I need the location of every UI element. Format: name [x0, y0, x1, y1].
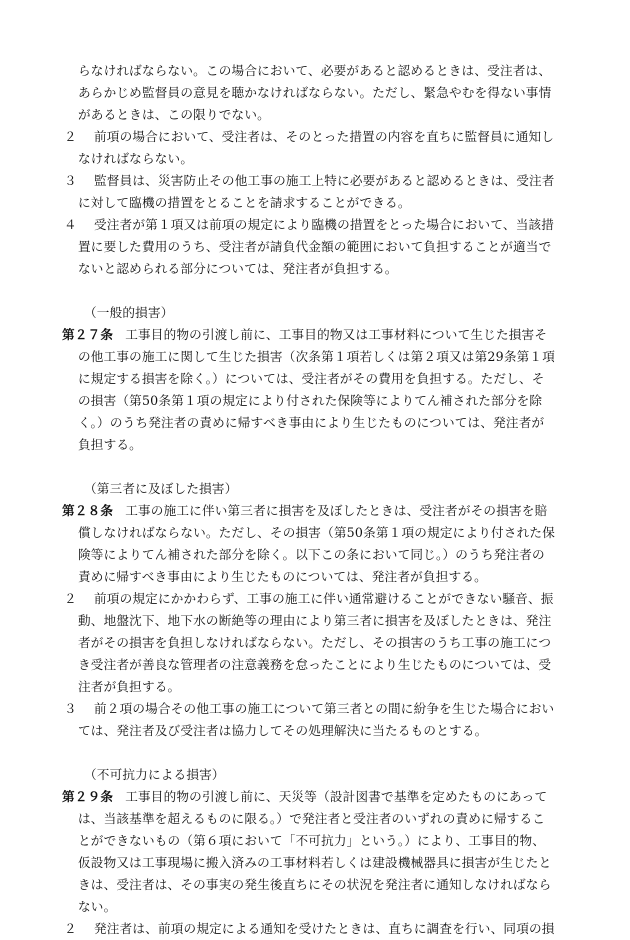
line-text: 前項の場合において、受注者は、そのとった措置の内容を直ちに監督員に通知し: [94, 129, 555, 144]
line-text: 監督員は、災害防止その他工事の施工上特に必要があると認めるときは、受注者: [94, 173, 555, 188]
paragraph-line: [0, 412, 630, 434]
paragraph-line: [0, 874, 630, 896]
line-text: あらかじめ監督員の意見を聴かなければならない。ただし、緊急やむを得ない事情: [78, 85, 552, 100]
paragraph-line: [0, 632, 630, 654]
paragraph-number: ３: [64, 173, 77, 188]
heading-text: （不可抗力による損害）: [84, 767, 225, 782]
line-text: 発注者は、前項の規定による通知を受けたときは、直ちに調査を行い、同項の損: [94, 921, 555, 936]
blank-line: [0, 456, 630, 478]
section-heading: [0, 764, 630, 786]
paragraph-line: [0, 390, 630, 412]
numbered-paragraph: [0, 588, 630, 610]
paragraph-line: [0, 522, 630, 544]
paragraph-line: [0, 346, 630, 368]
line-text: 工事目的物の引渡し前に、工事目的物又は工事材料について生じた損害そ: [125, 327, 548, 342]
numbered-paragraph: [0, 214, 630, 236]
blank-line: [0, 280, 630, 302]
line-text: があるときは、この限りでない。: [78, 107, 270, 122]
paragraph-line: [0, 676, 630, 698]
line-text: 責めに帰すべき事由により生じたものについては、発注者が負担する。: [78, 569, 487, 584]
article-number: 第２８条: [62, 503, 114, 518]
numbered-paragraph: [0, 170, 630, 192]
line-text: 置に要した費用のうち、受注者が請負代金額の範囲において負担することが適当で: [78, 239, 552, 254]
numbered-paragraph: [0, 126, 630, 148]
heading-text: （第三者に及ぼした損害）: [84, 481, 238, 496]
line-text: ない。: [78, 899, 117, 914]
paragraph-line: [0, 566, 630, 588]
line-text: 受注者が第１項又は前項の規定により臨機の措置をとった場合において、当該措: [94, 217, 555, 232]
paragraph-line: [0, 830, 630, 852]
line-text: は、当該基準を超えるものに限る。）で発注者と受注者のいずれの責めに帰するこ: [78, 811, 546, 826]
paragraph-number: ２: [64, 921, 77, 936]
paragraph-number: ４: [64, 217, 77, 232]
section-heading: [0, 302, 630, 324]
line-text: らなければならない。この場合において、必要があると認めるときは、受注者は、: [78, 63, 552, 78]
article-start: [0, 786, 630, 808]
line-text: 償しなければならない。ただし、その損害（第50条第１項の規定により付された保: [78, 525, 555, 540]
article-start: [0, 324, 630, 346]
document-page: [0, 60, 630, 940]
paragraph-line: [0, 654, 630, 676]
paragraph-line: [0, 720, 630, 742]
line-text: 前項の規定にかかわらず、工事の施工に伴い通常避けることができない騒音、振: [94, 591, 554, 606]
line-text: 動、地盤沈下、地下水の断絶等の理由により第三者に損害を及ぼしたときは、発注: [78, 613, 552, 628]
section-heading: [0, 478, 630, 500]
line-text: の損害（第50条第１項の規定により付された保険等によりてん補された部分を除: [78, 393, 543, 408]
paragraph-line: [0, 104, 630, 126]
paragraph-line: [0, 808, 630, 830]
blank-line: [0, 742, 630, 764]
line-text: ては、発注者及び受注者は協力してその処理解決に当たるものとする。: [78, 723, 488, 738]
line-text: 注者が負担する。: [78, 679, 181, 694]
article-number: 第２７条: [62, 327, 114, 342]
paragraph-line: [0, 544, 630, 566]
paragraph-line: [0, 60, 630, 82]
line-text: なければならない。: [78, 151, 194, 166]
paragraph-line: [0, 236, 630, 258]
paragraph-line: [0, 434, 630, 456]
paragraph-line: [0, 852, 630, 874]
paragraph-number: ２: [64, 129, 77, 144]
numbered-paragraph: [0, 698, 630, 720]
line-text: に対して臨機の措置をとることを請求することができる。: [78, 195, 411, 210]
line-text: ないと認められる部分については、発注者が負担する。: [78, 261, 398, 276]
paragraph-line: [0, 82, 630, 104]
paragraph-line: [0, 192, 630, 214]
paragraph-number: ３: [64, 701, 77, 716]
line-text: 負担する。: [78, 437, 142, 452]
line-text: とができないもの（第６項において「不可抗力」という。）により、工事目的物、: [78, 833, 546, 848]
line-text: 者がその損害を負担しなければならない。ただし、その損害のうち工事の施工につ: [78, 635, 552, 650]
paragraph-line: [0, 610, 630, 632]
line-text: に規定する損害を除く。）については、受注者がその費用を負担する。ただし、そ: [78, 371, 545, 386]
line-text: きは、受注者は、その事実の発生後直ちにその状況を発注者に通知しなければなら: [78, 877, 552, 892]
paragraph-line: [0, 258, 630, 280]
line-text: 前２項の場合その他工事の施工について第三者との間に紛争を生じた場合におい: [94, 701, 555, 716]
article-start: [0, 500, 630, 522]
numbered-paragraph: [0, 918, 630, 940]
article-number: 第２９条: [62, 789, 114, 804]
heading-text: （一般的損害）: [84, 305, 174, 320]
line-text: 険等によりてん補された部分を除く。以下この条において同じ。）のうち発注者の: [78, 547, 545, 562]
line-text: き受注者が善良な管理者の注意義務を怠ったことにより生じたものについては、受: [78, 657, 552, 672]
paragraph-line: [0, 896, 630, 918]
line-text: 仮設物又は工事現場に搬入済みの工事材料若しくは建設機械器具に損害が生じたと: [78, 855, 552, 870]
line-text: 工事目的物の引渡し前に、天災等（設計図書で基準を定めたものにあって: [125, 789, 548, 804]
line-text: の他工事の施工に関して生じた損害（次条第１項若しくは第２項又は第29条第１項: [78, 349, 555, 364]
line-text: 工事の施工に伴い第三者に損害を及ぼしたときは、受注者がその損害を賠: [125, 503, 548, 518]
paragraph-number: ２: [64, 591, 77, 606]
paragraph-line: [0, 368, 630, 390]
line-text: く。）のうち発注者の責めに帰すべき事由により生じたものについては、発注者が: [78, 415, 545, 430]
paragraph-line: [0, 148, 630, 170]
